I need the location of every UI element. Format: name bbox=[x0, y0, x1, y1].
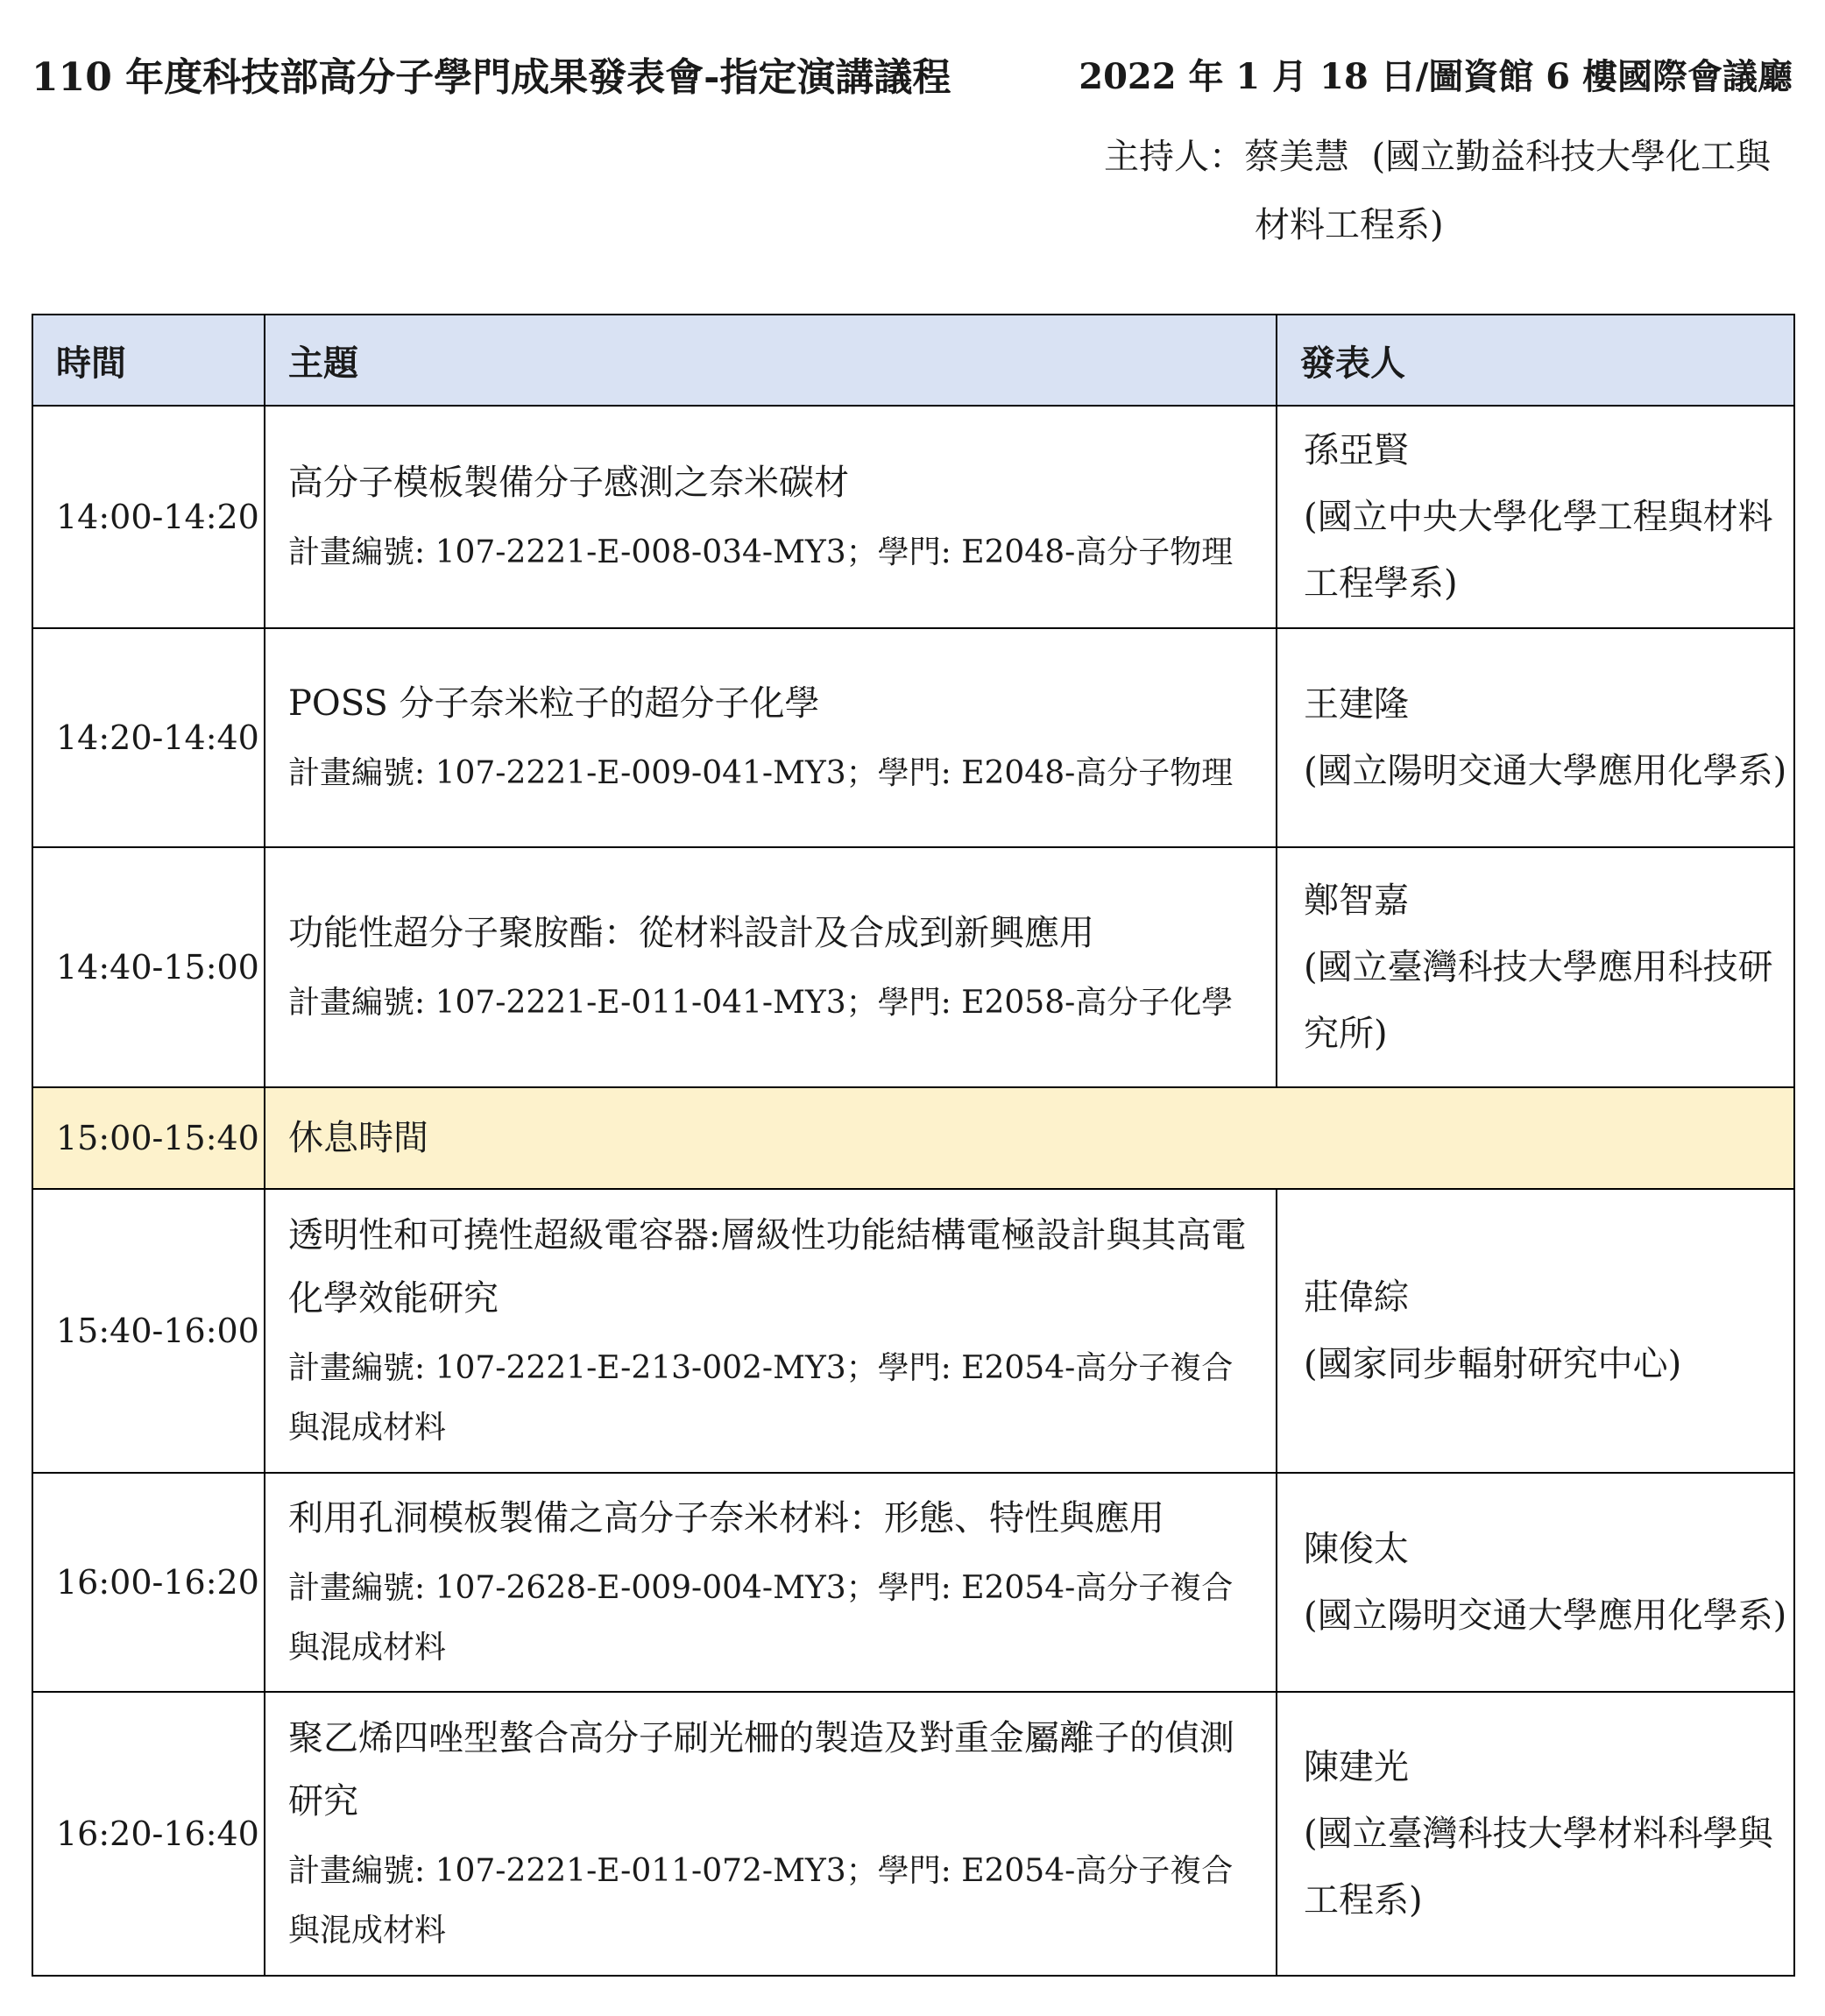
row-project: 計畫編號: 107-2221-E-008-034-MY3；學門: E2048-高分子物理 bbox=[288, 534, 1234, 570]
host-info bbox=[1104, 123, 1805, 259]
speaker-name: 王建隆 bbox=[1304, 684, 1409, 725]
row-time: 15:40-16:00 bbox=[32, 1189, 265, 1473]
row-topic-cell bbox=[265, 628, 1277, 847]
speaker-affiliation: (國家同步輻射研究中心) bbox=[1304, 1344, 1682, 1384]
table-header-row bbox=[32, 315, 1794, 406]
row-topic: 利用孔洞模板製備之高分子奈米材料：形態、特性與應用 bbox=[288, 1498, 1164, 1539]
speaker-affiliation: (國立中央大學化學工程與材料工程學系) bbox=[1304, 497, 1773, 604]
table-row bbox=[32, 628, 1794, 847]
header-speaker: 發表人 bbox=[1277, 315, 1794, 406]
speaker-affiliation: (國立臺灣科技大學應用科技研究所) bbox=[1304, 947, 1773, 1054]
row-topic-cell bbox=[265, 1473, 1277, 1692]
header-time: 時間 bbox=[32, 315, 265, 406]
speaker-name: 陳俊太 bbox=[1304, 1529, 1409, 1569]
row-project: 計畫編號: 107-2628-E-009-004-MY3；學門: E2054-高分子複合與混成材料 bbox=[288, 1570, 1234, 1666]
row-time: 16:00-16:20 bbox=[32, 1473, 265, 1692]
row-speaker-cell bbox=[1277, 1692, 1794, 1976]
host-name: 蔡美慧 bbox=[1244, 137, 1349, 177]
break-label: 休息時間 bbox=[265, 1087, 1794, 1189]
row-project: 計畫編號: 107-2221-E-011-041-MY3；學門: E2058-高分子化學 bbox=[288, 985, 1234, 1021]
speaker-name: 孫亞賢 bbox=[1304, 430, 1409, 470]
row-time: 14:00-14:20 bbox=[32, 406, 265, 628]
row-project: 計畫編號: 107-2221-E-009-041-MY3；學門: E2048-高分子物理 bbox=[288, 755, 1234, 791]
row-speaker-cell bbox=[1277, 1473, 1794, 1692]
row-topic-cell bbox=[265, 1692, 1277, 1976]
row-time: 14:20-14:40 bbox=[32, 628, 265, 847]
break-time: 15:00-15:40 bbox=[32, 1087, 265, 1189]
table-row bbox=[32, 1189, 1794, 1473]
speaker-name: 莊偉綜 bbox=[1304, 1277, 1409, 1318]
table-row bbox=[32, 1692, 1794, 1976]
break-row bbox=[32, 1087, 1794, 1189]
row-topic: 功能性超分子聚胺酯：從材料設計及合成到新興應用 bbox=[288, 913, 1094, 953]
row-speaker-cell bbox=[1277, 1189, 1794, 1473]
row-topic: 透明性和可撓性超級電容器:層級性功能結構電極設計與其高電化學效能研究 bbox=[288, 1215, 1247, 1319]
agenda-table bbox=[32, 314, 1795, 1977]
row-topic: POSS 分子奈米粒子的超分子化學 bbox=[288, 683, 820, 724]
row-project: 計畫編號: 107-2221-E-213-002-MY3；學門: E2054-高分子複合與混成材料 bbox=[288, 1350, 1234, 1446]
speaker-affiliation: (國立臺灣科技大學材料科學與工程系) bbox=[1304, 1814, 1773, 1921]
row-speaker-cell bbox=[1277, 847, 1794, 1087]
speaker-affiliation: (國立陽明交通大學應用化學系) bbox=[1304, 1595, 1787, 1636]
page-title: 110 年度科技部高分子學門成果發表會-指定演講議程 bbox=[32, 55, 951, 100]
speaker-affiliation: (國立陽明交通大學應用化學系) bbox=[1304, 751, 1787, 791]
host-affiliation: (國立勤益科技大學化工與 bbox=[1371, 137, 1772, 177]
table-row bbox=[32, 406, 1794, 628]
table-row bbox=[32, 1473, 1794, 1692]
speaker-name: 鄭智嘉 bbox=[1304, 881, 1409, 921]
speaker-name: 陳建光 bbox=[1304, 1747, 1409, 1787]
date-venue: 2022 年 1 月 18 日/圖資館 6 樓國際會議廳 bbox=[1079, 56, 1793, 97]
row-topic: 高分子模板製備分子感測之奈米碳材 bbox=[288, 463, 849, 503]
row-time: 16:20-16:40 bbox=[32, 1692, 265, 1976]
row-topic-cell bbox=[265, 406, 1277, 628]
host-label: 主持人： bbox=[1104, 137, 1244, 177]
header-topic: 主題 bbox=[265, 315, 1277, 406]
row-speaker-cell bbox=[1277, 628, 1794, 847]
table-row bbox=[32, 847, 1794, 1087]
row-time: 14:40-15:00 bbox=[32, 847, 265, 1087]
row-project: 計畫編號: 107-2221-E-011-072-MY3；學門: E2054-高分子複合與混成材料 bbox=[288, 1853, 1234, 1949]
row-speaker-cell bbox=[1277, 406, 1794, 628]
host-affiliation-cont: 材料工程系) bbox=[1255, 205, 1444, 245]
row-topic-cell bbox=[265, 1189, 1277, 1473]
row-topic: 聚乙烯四唑型螯合高分子刷光柵的製造及對重金屬離子的偵測研究 bbox=[288, 1718, 1234, 1821]
row-topic-cell bbox=[265, 847, 1277, 1087]
